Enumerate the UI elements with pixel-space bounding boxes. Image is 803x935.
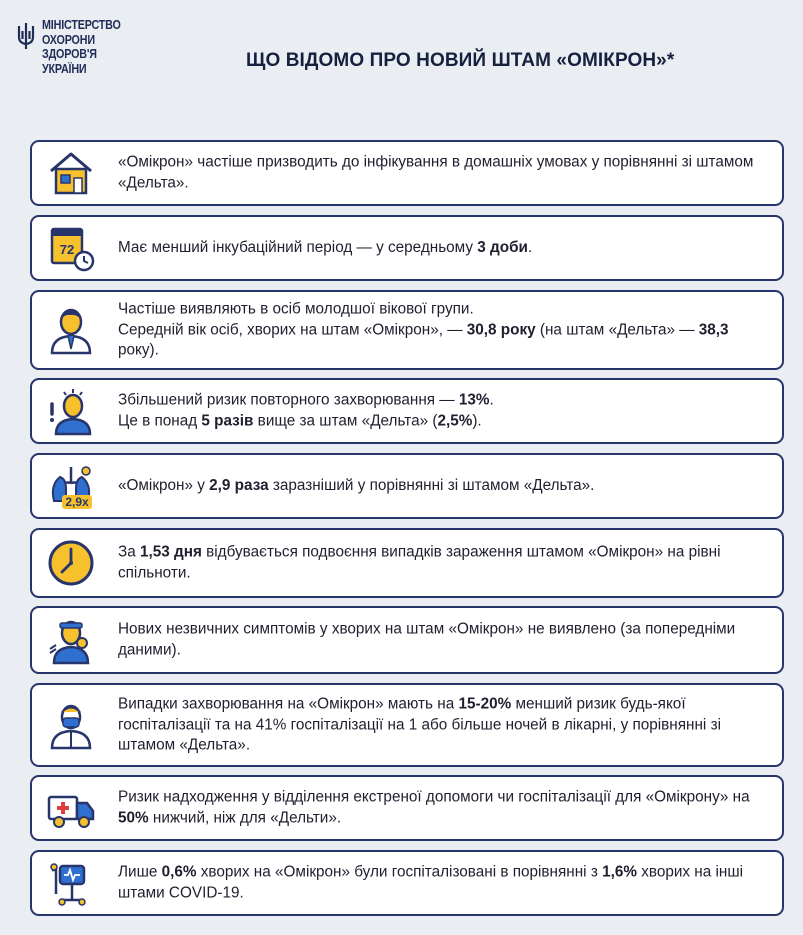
text-segment: Частіше виявляють в осіб молодшої вікової групи.	[118, 300, 474, 318]
highlight-value: 30,8 року	[466, 320, 536, 338]
highlight-value: 0,6%	[161, 863, 197, 881]
card-text	[118, 694, 766, 756]
card-text	[118, 620, 766, 661]
highlight-value: 50%	[118, 809, 149, 826]
clock-icon	[44, 539, 98, 587]
highlight-value: 1,53 дня	[140, 543, 202, 561]
card-hospitalized-share	[30, 850, 784, 916]
text-segment: Збільшений ризик повторного захворювання —	[118, 391, 459, 409]
lungs-virus-icon	[44, 462, 98, 510]
text-segment: .	[527, 238, 533, 256]
card-text	[118, 476, 766, 497]
highlight-value: 5 разів	[201, 412, 254, 429]
text-segment: нижчий, ніж для «Дельти».	[148, 809, 342, 826]
calendar-label: 72	[59, 242, 75, 257]
young-person-icon	[44, 306, 98, 354]
text-segment: хворих на «Омікрон» були госпіталізовані в порівнянні з	[196, 863, 603, 881]
text-segment: За	[118, 543, 140, 561]
card-symptoms	[30, 606, 784, 674]
card-age	[30, 290, 784, 370]
card-text	[118, 543, 766, 584]
text-segment: Лише	[118, 863, 162, 881]
text-segment: відбувається подвоєння випадків зараження штамом «Омікрон» на рівні спільноти.	[118, 543, 721, 581]
hospital-bed-icon	[44, 859, 98, 907]
highlight-value: 13%	[458, 391, 490, 409]
text-segment: ).	[472, 412, 482, 429]
card-text	[118, 238, 766, 259]
text-segment: вище за штам «Дельта» (	[253, 412, 438, 429]
sick-person-icon	[44, 616, 98, 664]
text-segment: Має менший інкубаційний період — у середньому	[118, 238, 478, 256]
text-segment: менший ризик будь-якої госпіталізації та на 41% госпіталізації на 1 або більше ночей в лікарні, у порівнянні зі штамом «Дельта».	[118, 695, 721, 754]
card-text	[118, 863, 766, 904]
doctor-icon	[44, 701, 98, 749]
card-reinfection	[30, 378, 784, 444]
ambulance-icon	[44, 784, 98, 832]
card-text	[118, 299, 766, 361]
card-incubation	[30, 215, 784, 281]
card-household	[30, 140, 784, 206]
card-doubling	[30, 528, 784, 598]
text-segment: Середній вік осіб, хворих на штам «Омікрон», —	[118, 320, 467, 338]
text-segment: хворих на інші штами COVID-19.	[118, 863, 744, 901]
text-segment: «Омікрон» у	[118, 476, 210, 494]
card-text	[118, 391, 766, 432]
text-segment: Ризик надходження у відділення екстреної допомоги чи госпіталізації для «Омікрону» на	[118, 788, 750, 806]
worried-person-icon	[44, 387, 98, 435]
highlight-value: 15-20%	[458, 695, 512, 713]
lungs-label: 2,9x	[65, 495, 89, 509]
card-text	[118, 153, 766, 194]
card-emergency	[30, 775, 784, 841]
text-segment: (на штам «Дельта» —	[535, 320, 699, 338]
highlight-value: 38,3	[698, 320, 729, 338]
card-text	[118, 788, 766, 829]
card-contagious	[30, 453, 784, 519]
text-segment: «Омікрон» частіше призводить до інфікування в домашніх умовах у порівнянні зі штамом «Дельта».	[118, 153, 754, 191]
text-segment: .	[489, 391, 494, 409]
text-segment: Це в понад	[118, 412, 202, 429]
trident-icon	[16, 22, 36, 50]
page-title: ЩО ВІДОМО ПРО НОВИЙ ШТАМ «ОМІКРОН»*	[246, 50, 675, 71]
card-hospitalization-risk	[30, 683, 784, 767]
calendar-clock-icon	[44, 224, 98, 272]
house-icon	[44, 149, 98, 197]
highlight-value: 1,6%	[602, 863, 637, 881]
text-segment: Нових незвичних симптомів у хворих на штам «Омікрон» не виявлено (за попередніми даними).	[118, 620, 736, 658]
text-segment: року).	[118, 341, 159, 359]
ministry-name: МІНІСТЕРСТВО ОХОРОНИ ЗДОРОВ'Я УКРАЇНИ	[42, 18, 121, 76]
text-segment: Випадки захворювання на «Омікрон» мають на	[118, 695, 459, 713]
ministry-logo	[16, 18, 134, 76]
highlight-value: 2,9 раза	[209, 476, 269, 494]
highlight-value: 3 доби	[477, 238, 528, 256]
highlight-value: 2,5%	[437, 412, 473, 429]
text-segment: заразніший у порівнянні зі штамом «Дельта».	[268, 476, 595, 494]
